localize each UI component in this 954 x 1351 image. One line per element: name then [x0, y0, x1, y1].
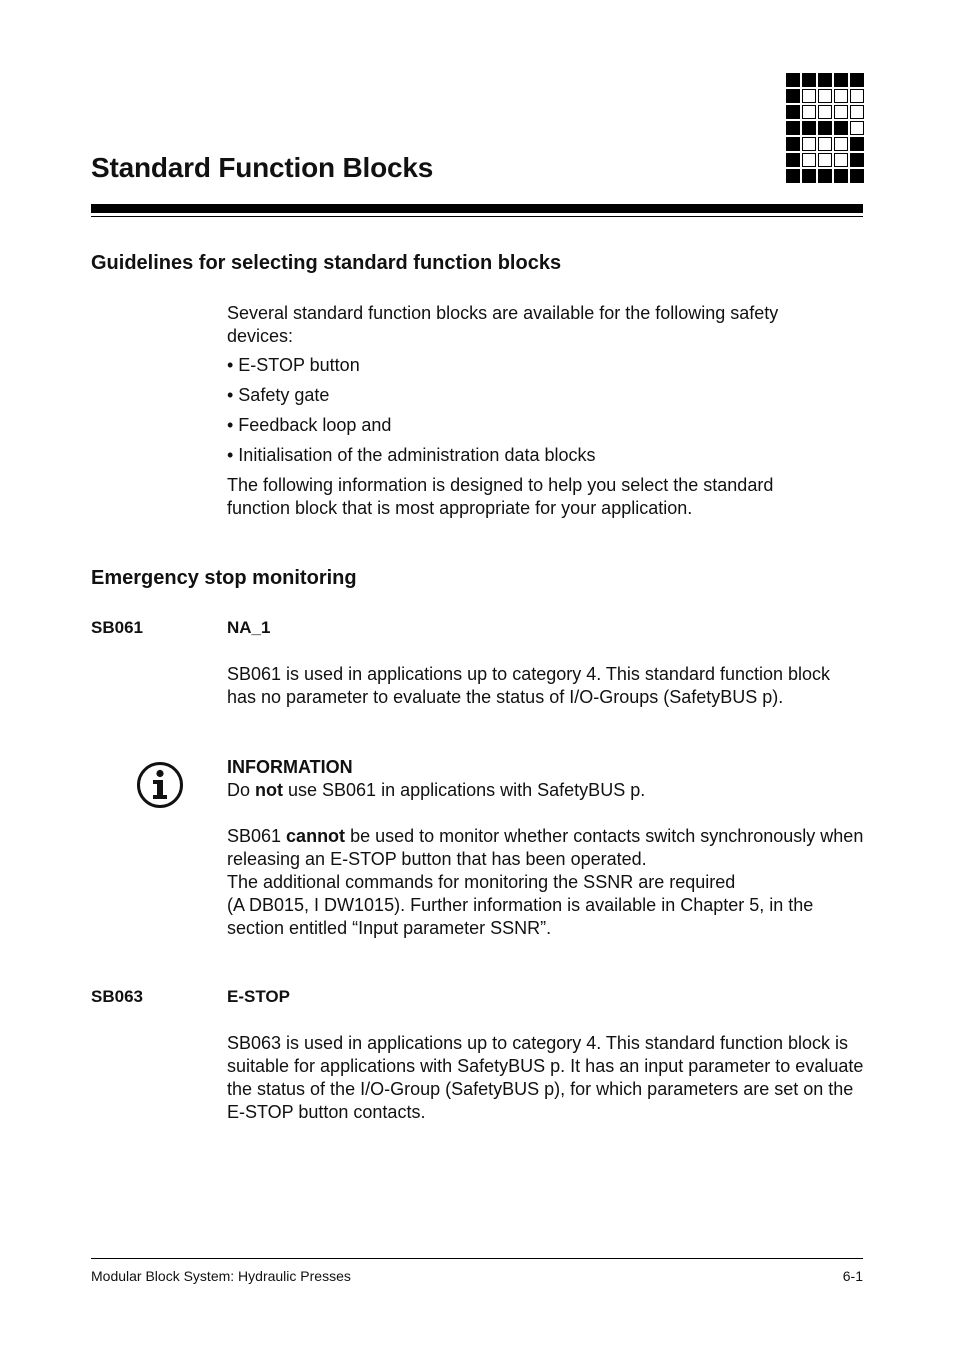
info-line-4: (A DB015, I DW1015). Further information is available in Chapter 5, in the section entitled “Input parameter SSNR”.	[227, 895, 814, 938]
footer-rule	[91, 1258, 863, 1259]
bullet-item: • Feedback loop and	[227, 415, 392, 435]
page-title: Standard Function Blocks	[91, 152, 434, 183]
info-line-2: SB061 cannot be used to monitor whether contacts switch synchronously when releasing an E-STOP button that has been operated.	[227, 826, 864, 869]
grid-logo-icon	[786, 73, 864, 183]
section-heading-guidelines: Guidelines for selecting standard function blocks	[91, 252, 562, 274]
info-line-1: Do not use SB061 in applications with SafetyBUS p.	[227, 780, 646, 800]
bullet-item: • Initialisation of the administration data blocks	[227, 445, 596, 465]
title-rule-thick	[91, 204, 863, 213]
sb063-code: SB063	[91, 987, 143, 1006]
footer-document-title: Modular Block System: Hydraulic Presses	[91, 1268, 351, 1284]
sb063-name: E-STOP	[227, 987, 290, 1006]
guidelines-intro: Several standard function blocks are available for the following safety devices:	[227, 303, 779, 346]
bullet-item: • Safety gate	[227, 385, 330, 405]
info-title: INFORMATION	[227, 757, 353, 777]
info-line-3: The additional commands for monitoring the SSNR are required	[227, 872, 736, 892]
sb061-code: SB061	[91, 618, 143, 637]
info-block	[227, 756, 867, 940]
title-rule-thin	[91, 216, 863, 217]
guidelines-outro: The following information is designed to help you select the standard function block that is most appropriate for your application.	[227, 475, 774, 518]
bullet-item: • E-STOP button	[227, 355, 360, 375]
sb061-name: NA_1	[227, 618, 271, 637]
sb061-description: SB061 is used in applications up to category 4. This standard function block has no parameter to evaluate the status of I/O-Groups (SafetyBUS p).	[227, 664, 831, 707]
information-icon	[136, 761, 184, 809]
section-heading-estop: Emergency stop monitoring	[91, 567, 357, 589]
sb063-description: SB063 is used in applications up to category 4. This standard function block is suitable for applications with SafetyBUS p. It has an input parameter to evaluate the status of the I/O-Group (SafetyBUS p), for which parameters are set on the E-STOP button contacts.	[227, 1033, 864, 1122]
footer-page-number: 6-1	[842, 1268, 863, 1284]
